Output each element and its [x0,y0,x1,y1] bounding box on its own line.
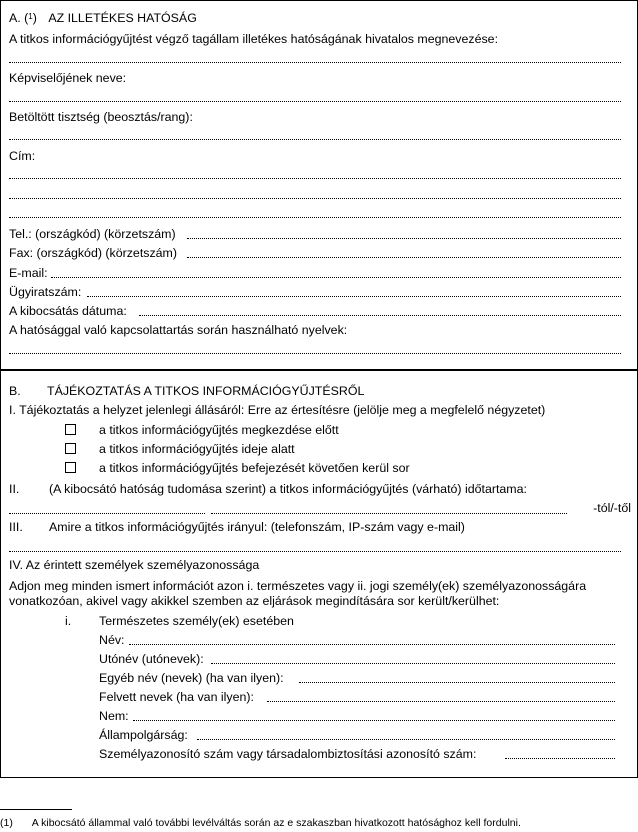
part-4-intro-line-1: Adjon meg minden ismert információt azon i. természetes vagy ii. jogi személy(ek) személyazonosságára [9,579,587,593]
nationality-field[interactable] [197,739,615,740]
other-names-field[interactable] [299,682,615,683]
email-field[interactable] [51,277,621,278]
tel-label: Tel.: (országkód) (körzetszám) [9,227,176,241]
fax-label: Fax: (országkód) (körzetszám) [9,246,177,260]
part-1-title: I. Tájékoztatás a helyzet jelenlegi állásáról: Erre az értesítésre (jelölje meg a megfelelő négyzetet) [9,403,546,417]
id-number-label: Személyazonosító szám vagy társadalombiztosítási azonosító szám: [99,747,477,761]
checkbox-during[interactable] [65,443,76,454]
aliases-field[interactable] [267,701,615,702]
part-3-text: Amire a titkos információgyűjtés irányul: (telefonszám, IP-szám vagy e-mail) [49,520,465,534]
fax-field[interactable] [187,257,621,258]
option-before-start[interactable]: a titkos információgyűjtés megkezdése előtt [65,422,76,438]
issue-date-field[interactable] [139,315,621,316]
footnote-ref: 1 [28,12,33,21]
email-label: E-mail: [9,266,48,280]
section-b-title: B. TÁJÉKOZTATÁS A TITKOS INFORMÁCIÓGYŰJTÉSRŐL [9,384,365,398]
official-name-field[interactable] [9,62,621,63]
duration-to-field[interactable] [211,513,567,514]
part-2-text: (A kibocsátó hatóság tudomása szerint) a titkos információgyűjtés (várható) időtartama: [49,482,527,496]
representative-label: Képviselőjének neve: [9,71,127,85]
section-a-competent-authority [0,0,638,370]
part-4-title: IV. Az érintett személyek személyazonossága [9,558,260,572]
sex-field[interactable] [133,720,615,721]
address-field-1[interactable] [9,178,621,179]
official-name-label: A titkos információgyűjtést végző tagállam illetékes hatóságának hivatalos megnevezése: [9,32,499,46]
file-number-field[interactable] [87,296,621,297]
footnote-separator [0,809,72,810]
aliases-label: Felvett nevek (ha van ilyen): [99,690,254,704]
checkbox-after-end[interactable] [65,462,76,473]
sub-i-title: Természetes személy(ek) esetében [99,614,294,628]
tel-field[interactable] [187,238,621,239]
checkbox-before-start[interactable] [65,424,76,435]
position-label: Betöltött tisztség (beosztás/rang): [9,110,193,124]
duration-from-field[interactable] [9,513,205,514]
issue-date-label: A kibocsátás dátuma: [9,304,127,318]
footnote-marker: (1) [0,817,13,829]
section-b-surveillance-info [0,370,638,778]
footnote-text: A kibocsátó állammal való további levélváltás során az e szakaszban hivatkozott hatósághoz kell fordulni. [31,817,521,829]
languages-label: A hatósággal való kapcsolattartás során használható nyelvek: [9,323,348,337]
address-field-3[interactable] [9,217,621,218]
surname-label: Név: [99,633,125,647]
section-a-heading: AZ ILLETÉKES HATÓSÁG [48,11,197,25]
file-number-label: Ügyiratszám: [9,285,82,299]
option-after-end[interactable]: a titkos információgyűjtés befejezését követően kerül sor [65,460,76,476]
part-2-number: II. [9,482,20,496]
given-names-field[interactable] [211,663,615,664]
section-a-title: A. ($^1$) AZ ILLETÉKES HATÓSÁG [9,11,197,25]
languages-field[interactable] [9,353,621,354]
duration-suffix: -tól/-től [593,501,631,515]
sex-label: Nem: [99,709,129,723]
section-b-heading: TÁJÉKOZTATÁS A TITKOS INFORMÁCIÓGYŰJTÉSRŐL [47,384,365,398]
nationality-label: Állampolgárság: [99,728,188,742]
target-field[interactable] [9,551,621,552]
position-field[interactable] [9,139,621,140]
address-label: Cím: [9,149,36,163]
other-names-label: Egyéb név (nevek) (ha van ilyen): [99,671,284,685]
part-3-number: III. [9,520,23,534]
sub-i-number: i. [65,614,72,628]
surname-field[interactable] [129,644,615,645]
representative-field[interactable] [9,101,621,102]
option-during[interactable]: a titkos információgyűjtés ideje alatt [65,441,76,457]
id-number-field[interactable] [505,758,615,759]
given-names-label: Utónév (utónevek): [99,652,204,666]
part-4-intro-line-2: vonatkozóan, akivel vagy akikkel szemben az eljárások megindítására sor került/kerülhet: [9,594,500,608]
address-field-2[interactable] [9,198,621,199]
footnote [0,817,521,829]
